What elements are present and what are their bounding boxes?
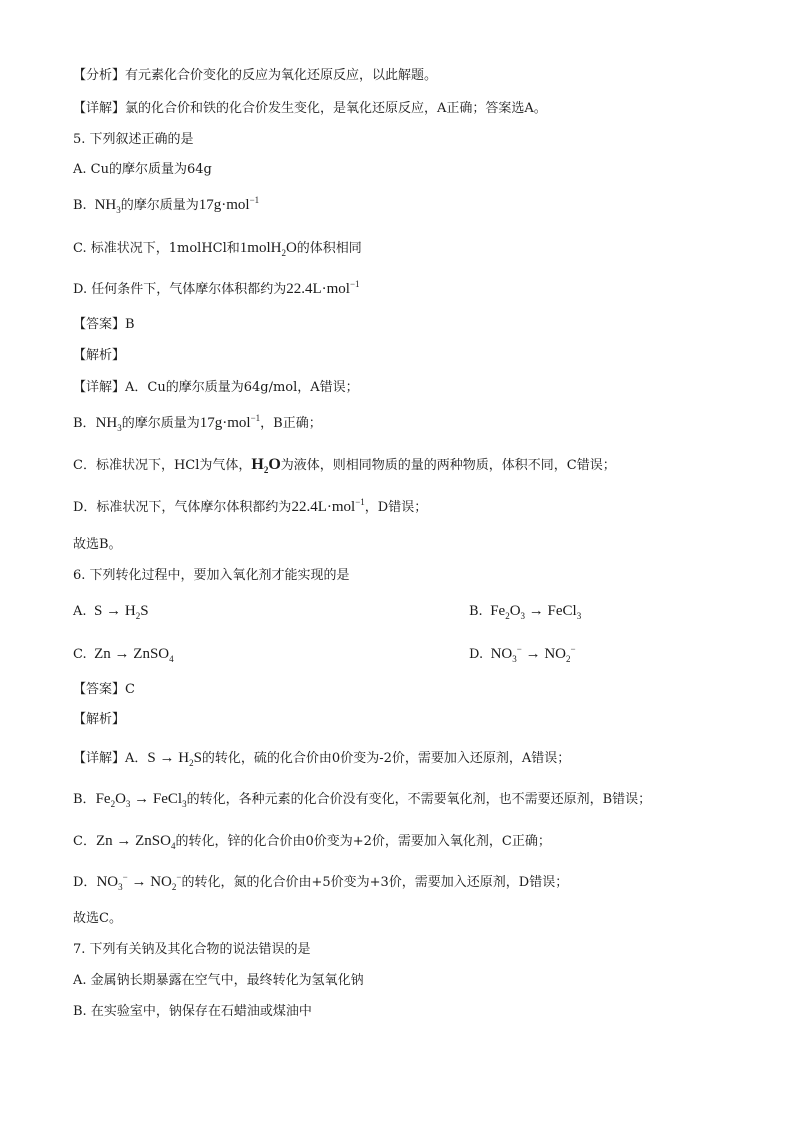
q5-detail-d-text: D．标准状况下，气体摩尔体积都约为: [73, 500, 292, 515]
q5-detail-b-label: B．: [73, 416, 96, 431]
q5-detail-c-tail: 为液体，则相同物质的量的两种物质，体积不同，C错误；: [280, 458, 616, 473]
q6-option-d-formula: $NO_3^- \to NO_2^-$: [483, 644, 576, 664]
q6-conclusion: 故选C。: [73, 911, 122, 926]
q6-detail-a-text: 的转化，硫的化合价由0价变为-2价，需要加入还原剂，A错误；: [201, 751, 571, 766]
nh3-formula: $NH_3$: [95, 415, 122, 433]
q6-options-row1: [73, 602, 582, 621]
q5-option-b-text: 的摩尔质量为: [120, 198, 199, 213]
analysis-line: 【分析】有元素化合价变化的反应为氧化还原反应，以此解题。: [73, 68, 438, 83]
q6-detail-a: [73, 749, 570, 768]
q6-detail-b-text: 的转化，各种元素的化合价没有变化，不需要氧化剂，也不需要还原剂，B错误；: [186, 792, 652, 807]
molar-mass-value: 17g·mol$^{-1}$: [199, 413, 261, 431]
q5-detail-c: [73, 456, 616, 475]
q6-option-a-formula: $S \to H_2S$: [86, 603, 149, 621]
q5-stem: 5. 下列叙述正确的是: [73, 132, 194, 147]
detail-line: 【详解】氯的化合价和铁的化合价发生变化，是氧化还原反应，A正确；答案选A。: [73, 101, 547, 116]
q5-conclusion: 故选B。: [73, 537, 122, 552]
q6-option-b-formula: $Fe_2O_3$ → FeCl$_3$: [482, 603, 582, 621]
q5-answer: 【答案】B: [73, 317, 135, 332]
q6-detail-a-formula: $S \to H_2S$: [147, 750, 202, 768]
molar-volume-value: 22.4L·mol$^{-1}$: [286, 279, 360, 297]
q5-option-a: A. Cu的摩尔质量为64g: [73, 162, 212, 177]
q5-detail-b-tail: ，B正确；: [260, 416, 322, 431]
q6-option-d: [469, 645, 576, 664]
q6-option-d-label: D.: [469, 647, 484, 662]
q5-option-c-text: C. 标准状况下，1molHCl和: [73, 241, 240, 256]
q7-option-a: A. 金属钠长期暴露在空气中，最终转化为氢氧化钠: [73, 973, 364, 988]
q5-option-b: [73, 196, 259, 215]
q6-answer: 【答案】C: [73, 682, 135, 697]
q5-option-d: [73, 280, 360, 299]
q7-option-b: B. 在实验室中，钠保存在石蜡油或煤油中: [73, 1004, 312, 1019]
q5-detail-c-text: C．标准状况下，HCl为气体，: [73, 458, 252, 473]
q5-detail-a: 【详解】A．Cu的摩尔质量为64g/mol，A错误；: [73, 380, 359, 395]
q6-detail-b-formula: $Fe_2O_3$ → FeCl$_3$: [95, 791, 187, 809]
q6-detail-b: [73, 790, 651, 809]
q6-option-a-label: A.: [73, 604, 87, 619]
q6-detail-c-text: 的转化，锌的化合价由0价变为+2价，需要加入氧化剂，C正确；: [175, 834, 551, 849]
q6-detail-c-label: C．: [73, 834, 96, 849]
q6-detail-c: [73, 832, 551, 851]
q6-detail-d-formula: $NO_3^- \to NO_2^-$: [96, 872, 182, 892]
q6-detail-d: [73, 873, 568, 892]
q6-jiexi: 【解析】: [73, 712, 126, 727]
q6-option-c-label: C.: [73, 647, 87, 662]
h2o-amount: 1molH$_2$O: [239, 240, 297, 258]
q6-detail-c-formula: Zn → ZnSO$_4$: [95, 833, 176, 851]
q6-options-row2: [73, 644, 576, 664]
q6-detail-b-label: B．: [73, 792, 96, 807]
q6-detail-a-label: 【详解】A．: [73, 751, 148, 766]
q5-detail-b: [73, 414, 322, 433]
q5-jiexi: 【解析】: [73, 348, 126, 363]
q6-option-b-label: B.: [469, 604, 483, 619]
q5-detail-d: [73, 498, 427, 517]
q6-detail-d-text: 的转化，氮的化合价由+5价变为+3价，需要加入还原剂，D错误；: [181, 875, 569, 890]
q5-option-d-text: D. 任何条件下，气体摩尔体积都约为: [73, 282, 287, 297]
q6-stem: 6. 下列转化过程中，要加入氧化剂才能实现的是: [73, 568, 350, 583]
q5-option-c-tail: 的体积相同: [296, 241, 362, 256]
h2o-formula: $H_2O$: [251, 456, 281, 476]
nh3-formula: $NH_3$: [90, 197, 121, 215]
molar-volume-value: 22.4L·mol$^{-1}$: [291, 497, 365, 515]
q5-option-b-label: B.: [73, 198, 91, 213]
q6-option-c-formula: Zn → ZnSO$_4$: [86, 646, 174, 664]
molar-mass-value: 17g·mol$^{-1}$: [198, 195, 260, 213]
q5-detail-b-text: 的摩尔质量为: [121, 416, 200, 431]
q6-detail-d-label: D．: [73, 875, 97, 890]
q6-option-b: [469, 602, 581, 621]
q7-stem: 7. 下列有关钠及其化合物的说法错误的是: [73, 942, 311, 957]
q5-detail-d-tail: ，D错误；: [364, 500, 428, 515]
q5-option-c: [73, 239, 362, 258]
